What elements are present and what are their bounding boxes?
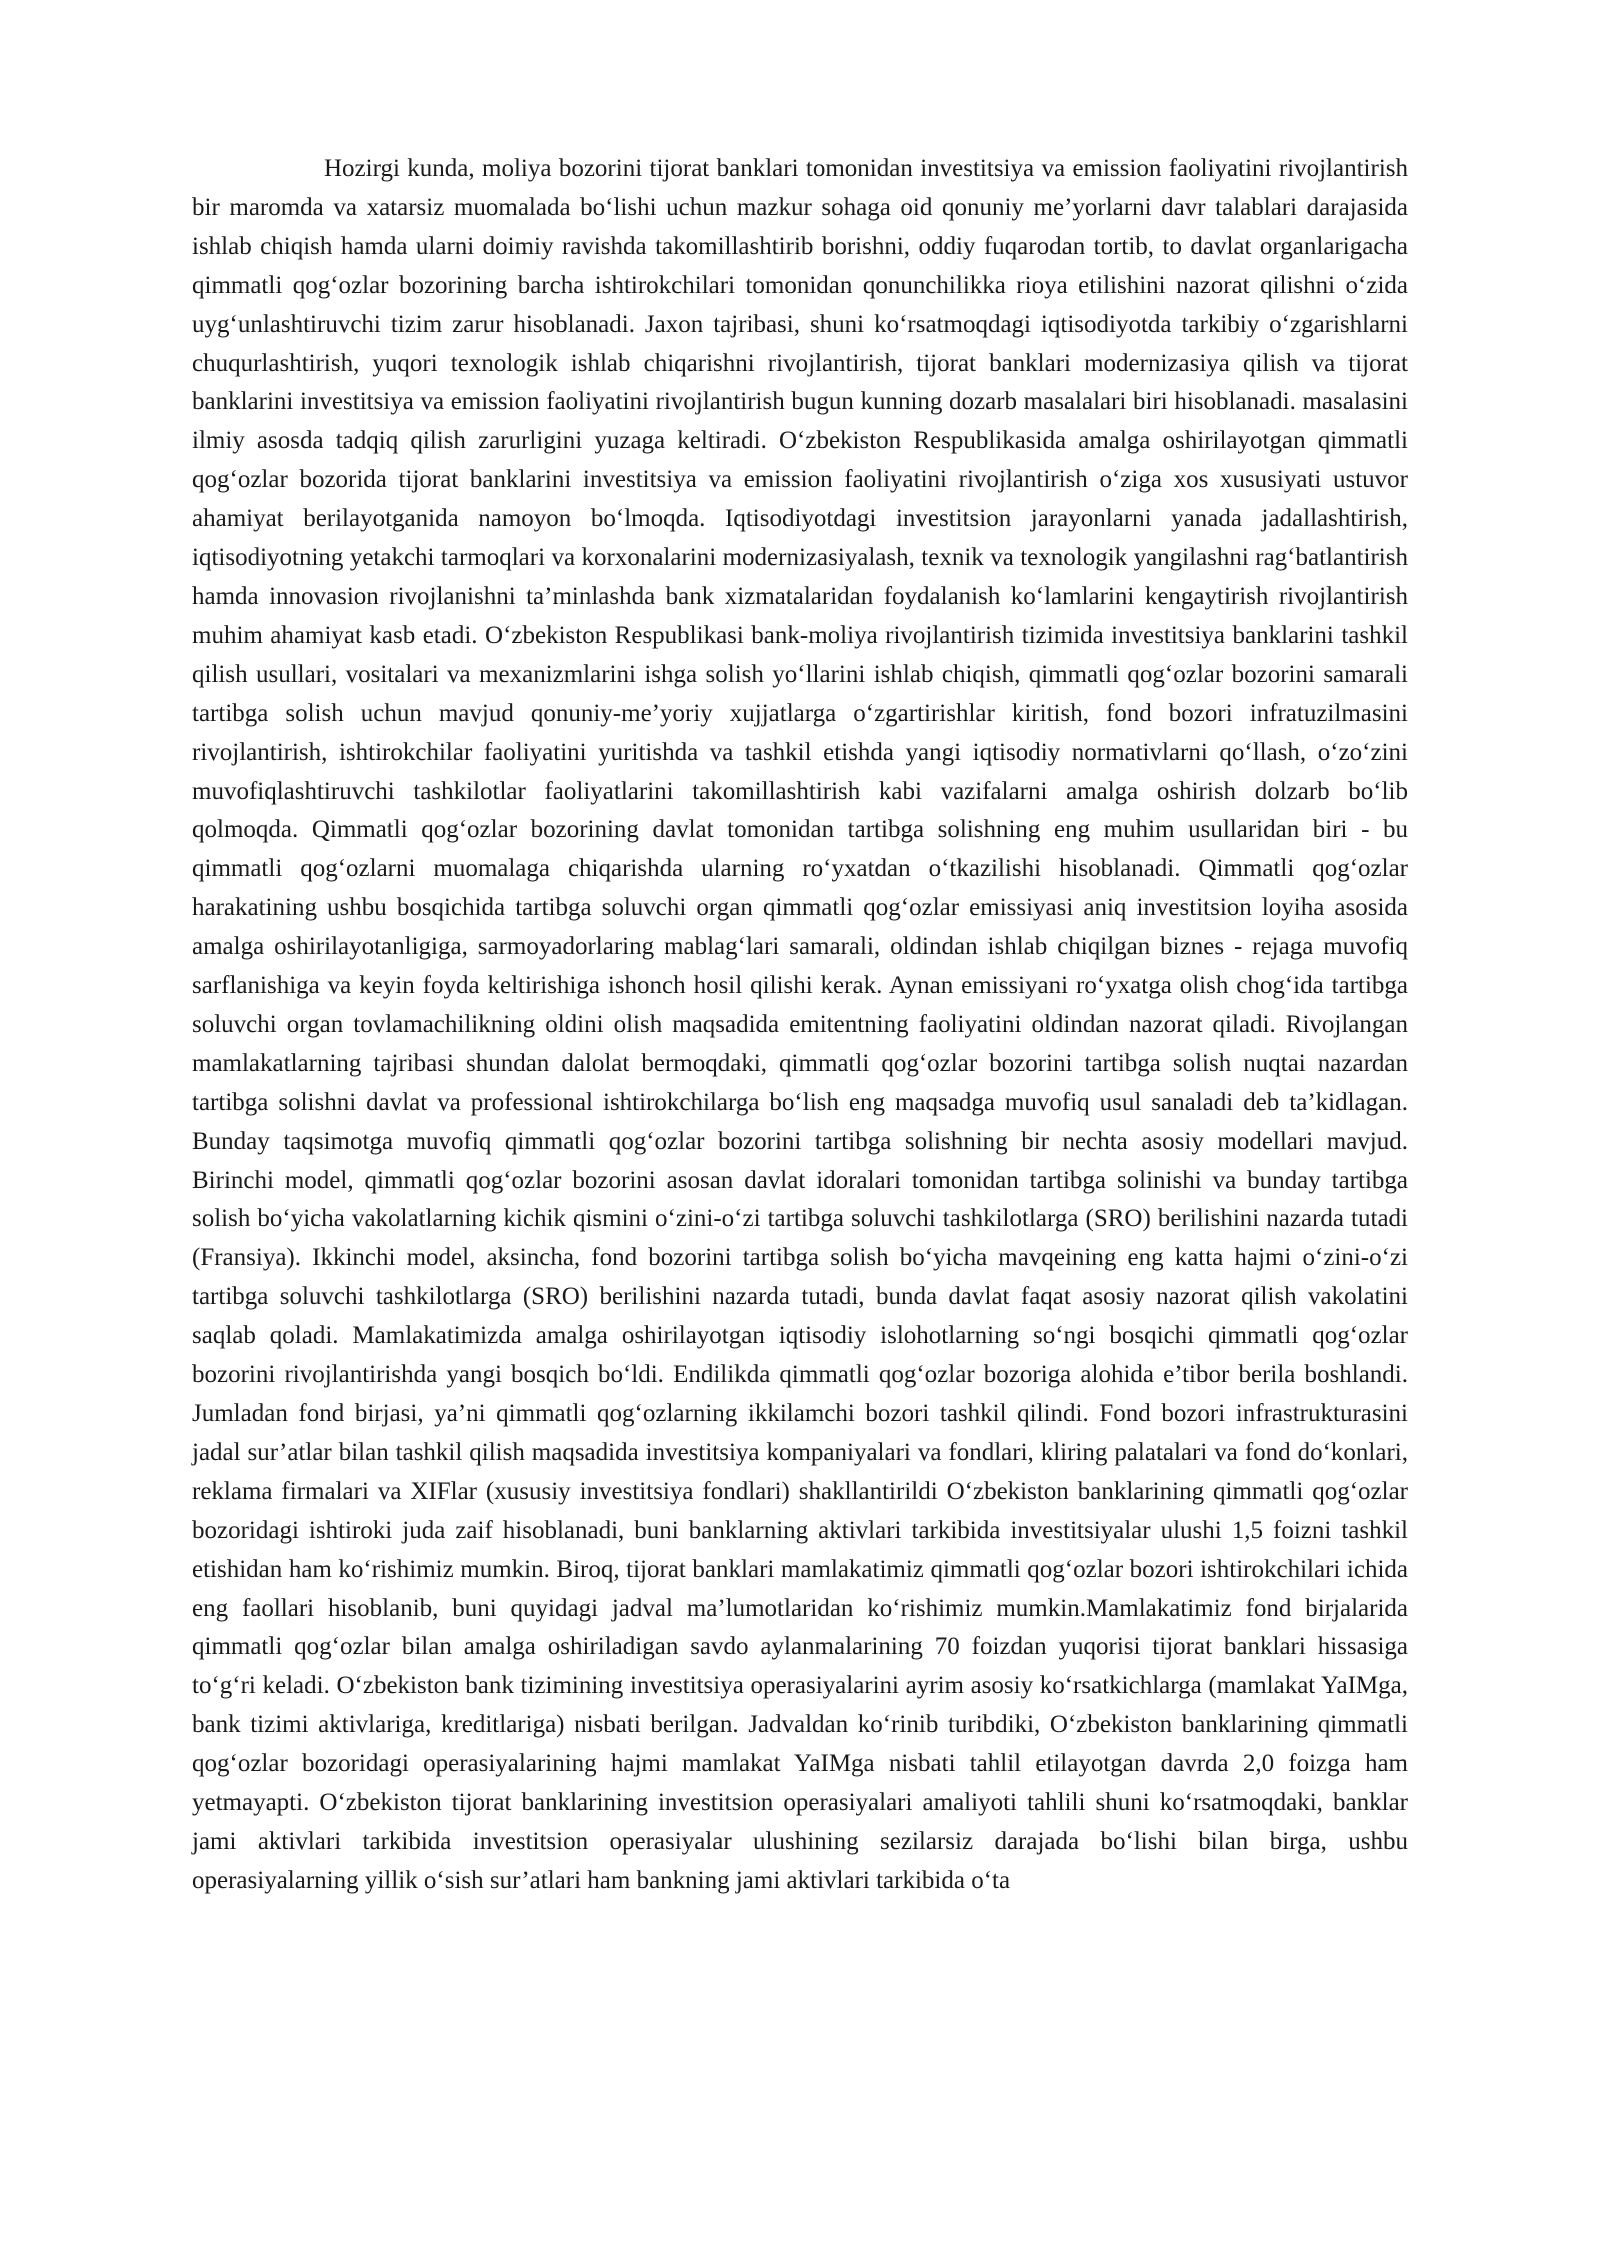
body-paragraph: Hozirgi kunda, moliya bozorini tijorat banklari tomonidan investitsiya va emission faoliyatini rivojlantirish bir maromda va xatarsiz muomalada bo‘lishi uchun mazkur sohaga oid qonuniy me’yorlarni davr talablari darajasida ishlab chiqish hamda ularni doimiy ravishda takomillashtirib borishni, oddiy fuqarodan tortib, to davlat organlarigacha qimmatli qog‘ozlar bozorining barcha ishtirokchilari tomonidan qonunchilikka rioya etilishini nazorat qilishni o‘zida uyg‘unlashtiruvchi tizim zarur hisoblanadi. Jaxon tajribasi, shuni ko‘rsatmoqdagi iqtisodiyotda tarkibiy o‘zgarishlarni chuqurlashtirish, yuqori texnologik ishlab chiqarishni rivojlantirish, tijorat banklari modernizasiya qilish va tijorat banklarini investitsiya va emission faoliyatini rivojlantirish bugun kunning dozarb masalalari biri hisoblanadi. masalasini ilmiy asosda tadqiq qilish zarurligini yuzaga keltiradi. O‘zbekiston Respublikasida amalga oshirilayotgan qimmatli qog‘ozlar bozorida tijorat banklarini investitsiya va emission faoliyatini rivojlantirish o‘ziga xos xususiyati ustuvor ahamiyat berilayotganida namoyon bo‘lmoqda. Iqtisodiyotdagi investitsion jarayonlarni yanada jadallashtirish, iqtisodiyotning yetakchi tarmoqlari va korxonalarini modernizasiyalash, texnik va texnologik yangilashni rag‘batlantirish hamda innovasion rivojlanishni ta’minlashda bank xizmatalaridan foydalanish ko‘lamlarini kengaytirish rivojlantirish muhim ahamiyat kasb etadi. O‘zbekiston Respublikasi bank-moliya rivojlantirish tizimida investitsiya banklarini tashkil qilish usullari, vositalari va mexanizmlarini ishga solish yo‘llarini ishlab chiqish, qimmatli qog‘ozlar bozorini samarali tartibga solish uchun mavjud qonuniy-me’yoriy xujjatlarga o‘zgartirishlar kiritish, fond bozori infratuzilmasini rivojlantirish, ishtirokchilar faoliyatini yuritishda va tashkil etishda yangi iqtisodiy normativlarni qo‘llash, o‘zo‘zini muvofiqlashtiruvchi tashkilotlar faoliyatlarini takomillashtirish kabi vazifalarni amalga oshirish dolzarb bo‘lib qolmoqda. Qimmatli qog‘ozlar bozorining davlat tomonidan tartibga solishning eng muhim usullaridan biri - bu qimmatli qog‘ozlarni muomalaga chiqarishda ularning ro‘yxatdan o‘tkazilishi hisoblanadi. Qimmatli qog‘ozlar harakatining ushbu bosqichida tartibga soluvchi organ qimmatli qog‘ozlar emissiyasi aniq investitsion loyiha asosida amalga oshirilayotanligiga, sarmoyadorlaring mablag‘lari samarali, oldindan ishlab chiqilgan biznes - rejaga muvofiq sarflanishiga va keyin foyda keltirishiga ishonch hosil qilishi kerak. Aynan emissiyani ro‘yxatga olish chog‘ida tartibga soluvchi organ tovlamachilikning oldini olish maqsadida emitentning faoliyatini oldindan nazorat qiladi. Rivojlangan mamlakatlarning tajribasi shundan dalolat bermoqdaki, qimmatli qog‘ozlar bozorini tartibga solish nuqtai nazardan tartibga solishni davlat va professional ishtirokchilarga bo‘lish eng maqsadga muvofiq usul sanaladi deb ta’kidlagan. Bunday taqsimotga muvofiq qimmatli qog‘ozlar bozorini tartibga solishning bir nechta asosiy modellari mavjud. Birinchi model, qimmatli qog‘ozlar bozorini asosan davlat idoralari tomonidan tartibga solinishi va bunday tartibga solish bo‘yicha vakolatlarning kichik qismini o‘zini-o‘zi tartibga soluvchi tashkilotlarga (SRO) berilishini nazarda tutadi (Fransiya). Ikkinchi model, aksincha, fond bozorini tartibga solish bo‘yicha mavqeining eng katta hajmi o‘zini-o‘zi tartibga soluvchi tashkilotlarga (SRO) berilishini nazarda tutadi, bunda davlat faqat asosiy nazorat qilish vakolatini saqlab qoladi. Mamlakatimizda amalga oshirilayotgan iqtisodiy islohotlarning so‘ngi bosqichi qimmatli qog‘ozlar bozorini rivojlantirishda yangi bosqich bo‘ldi. Endilikda qimmatli qog‘ozlar bozoriga alohida e’tibor berila boshlandi. Jumladan fond birjasi, ya’ni qimmatli qog‘ozlarning ikkilamchi bozori tashkil qilindi. Fond bozori infrastrukturasini jadal sur’atlar bilan tashkil qilish maqsadida investitsiya kompaniyalari va fondlari, kliring palatalari va fond do‘konlari, reklama firmalari va XIFlar (xususiy investitsiya fondlari) shakllantirildi O‘zbekiston banklarining qimmatli qog‘ozlar bozoridagi ishtiroki juda zaif hisoblanadi, buni banklarning aktivlari tarkibida investitsiyalar ulushi 1,5 foizni tashkil etishidan ham ko‘rishimiz mumkin. Biroq, tijorat banklari mamlakatimiz qimmatli qog‘ozlar bozori ishtirokchilari ichida eng faollari hisoblanib, buni quyidagi jadval ma’lumotlaridan ko‘rishimiz mumkin.Mamlakatimiz fond birjalarida qimmatli qog‘ozlar bilan amalga oshiriladigan savdo aylanmalarining 70 foizdan yuqorisi tijorat banklari hissasiga to‘g‘ri keladi. O‘zbekiston bank tizimining investitsiya operasiyalarini ayrim asosiy ko‘rsatkichlarga (mamlakat YaIMga, bank tizimi aktivlariga, kreditlariga) nisbati berilgan. Jadvaldan ko‘rinib turibdiki, O‘zbekiston banklarining qimmatli qog‘ozlar bozoridagi operasiyalarining hajmi mamlakat YaIMga nisbati tahlil etilayotgan davrda 2,0 foizga ham yetmayapti. O‘zbekiston tijorat banklarining investitsion operasiyalari amaliyoti tahlili shuni ko‘rsatmoqdaki, banklar jami aktivlari tarkibida investitsion operasiyalar ulushining sezilarsiz darajada bo‘lishi bilan birga, ushbu operasiyalarning yillik o‘sish sur’atlari ham bankning jami aktivlari tarkibida o‘ta [192,155,1408,1894]
